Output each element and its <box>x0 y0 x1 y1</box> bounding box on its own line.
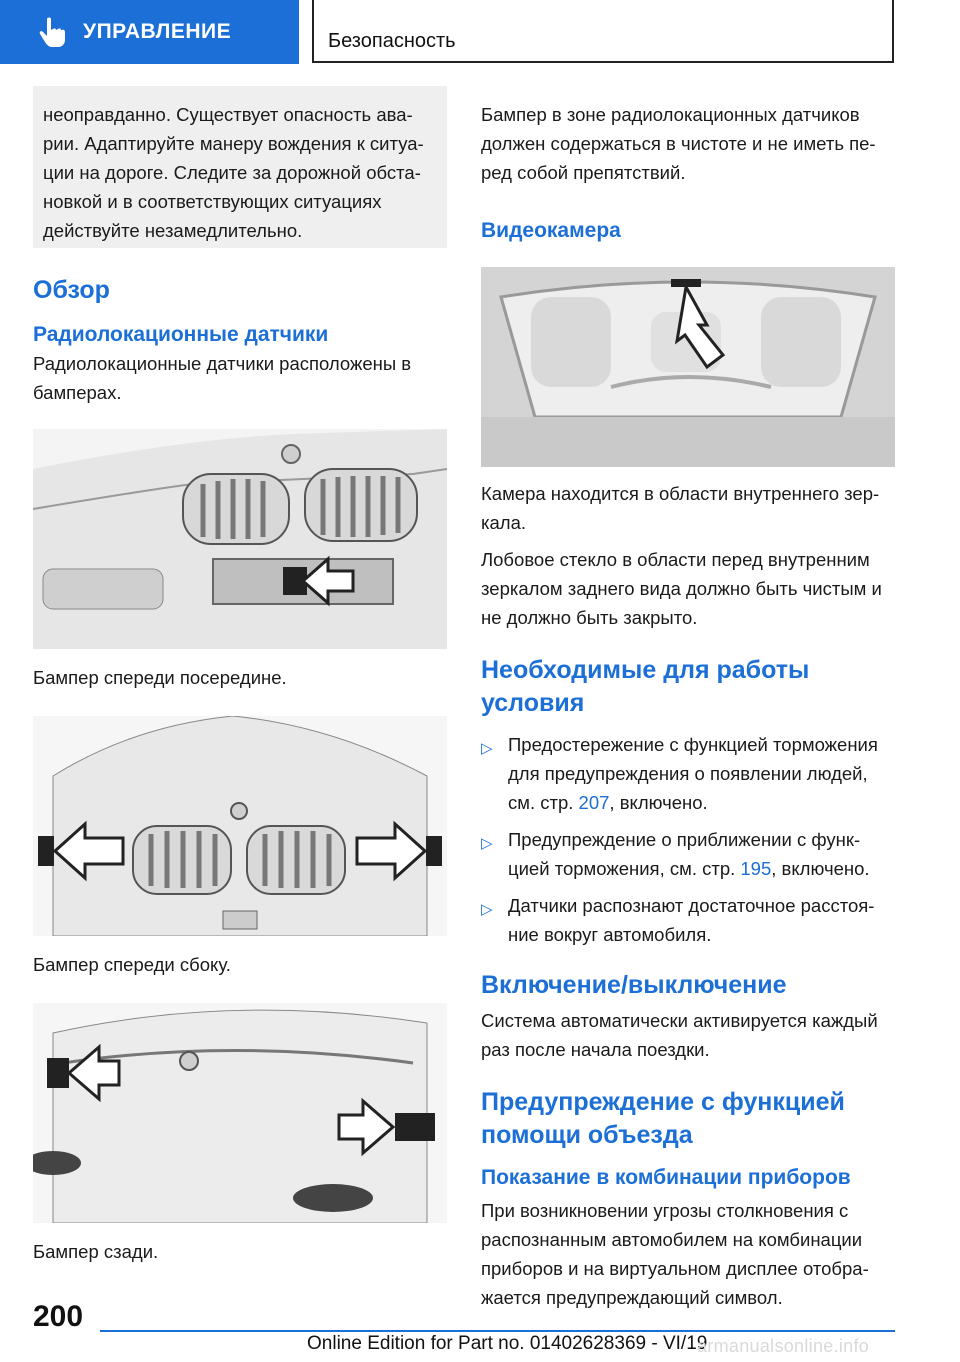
sensors-text: Радиолокационные датчики расположены в бамперах. <box>33 353 412 403</box>
footer-divider <box>100 1330 895 1332</box>
page-number: 200 <box>33 1300 84 1333</box>
hand-pointer-icon <box>37 16 67 48</box>
front-bumper-side-image <box>33 716 447 936</box>
footer-edition: Online Edition for Part no. 01402628369 - VI/19 <box>307 1333 708 1354</box>
left-column <box>33 86 447 1266</box>
list-item: ▷ Датчики распознают достаточное расстояние вокруг автомобиля. <box>481 895 875 945</box>
section-tab-label: УПРАВЛЕНИЕ <box>83 20 232 43</box>
caption-rear: Бампер сзади. <box>33 1241 159 1262</box>
display-text: При возникновении угрозы столкновения с распознанным автомобилем на комбинации приборов и на виртуальном дисплее отображается предупреждающий символ. <box>481 1200 869 1308</box>
heading-instrument-display: Показание в комбинации приборов <box>481 1166 851 1189</box>
triangle-right-icon: ▷ <box>481 740 493 757</box>
triangle-right-icon: ▷ <box>481 835 493 852</box>
triangle-right-icon: ▷ <box>481 901 493 918</box>
heading-conditions: Необходимые для работы условия <box>481 656 810 717</box>
warning-box <box>33 86 447 248</box>
heading-overview: Обзор <box>33 276 110 304</box>
heading-camera: Видеокамера <box>481 219 621 242</box>
bumper-text: Бампер в зоне радиолокационных датчиков должен содержаться в чистоте и не иметь перед собой препятствий. <box>481 104 876 183</box>
on-off-text: Система автоматически активируется каждый раз после начала поездки. <box>481 1010 878 1060</box>
caption-front-side: Бампер спереди сбоку. <box>33 954 231 975</box>
list-item: ▷ Предостережение с функцией торможения для предупреждения о появлении людей, см. стр. 207, включено. <box>481 734 878 813</box>
watermark: armanualsonline.info <box>697 1336 870 1356</box>
page-link-195[interactable]: 195 <box>740 858 772 879</box>
heading-avoidance-warning: Предупреждение с функцией помощи объезда <box>481 1088 845 1149</box>
camera-text-1: Камера находится в области внутреннего зеркала. <box>481 483 880 533</box>
caption-front-center: Бампер спереди посередине. <box>33 667 287 688</box>
page-link-207[interactable]: 207 <box>578 792 610 813</box>
camera-location-image <box>481 267 895 467</box>
heading-radar-sensors: Радиолокационные датчики <box>33 323 329 346</box>
list-item: ▷ Предупреждение о приближении с функцией торможения, см. стр. 195, включено. <box>481 829 870 879</box>
chapter-title: Безопасность <box>328 30 456 52</box>
heading-on-off: Включение/выключение <box>481 971 787 999</box>
section-tab[interactable] <box>0 0 299 64</box>
rear-bumper-image <box>33 1003 447 1223</box>
front-bumper-center-image <box>33 429 447 649</box>
chapter-header <box>312 0 894 63</box>
right-column <box>481 86 895 1312</box>
camera-text-2: Лобовое стекло в области перед внутренним зеркалом заднего вида должно быть чистым и не должно быть закрыто. <box>481 549 882 628</box>
warning-text: неоправданно. Существует опасность аварии. Адаптируйте манеру вождения к ситуации на дороге. Следите за дорожной обстановкой и в соответствующих ситуациях действуйте незамедлительно. <box>43 104 424 241</box>
conditions-list <box>481 730 895 949</box>
